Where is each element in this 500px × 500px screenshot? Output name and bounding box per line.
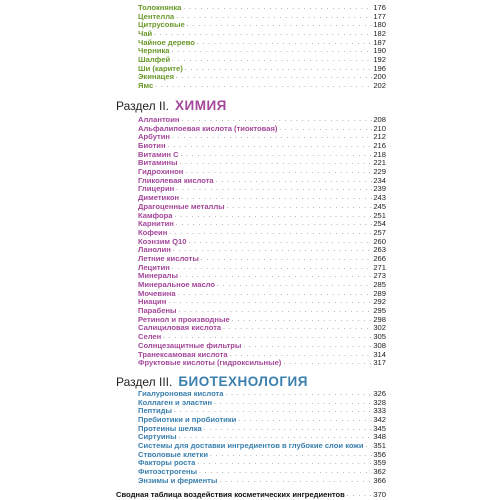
entry-page-number: 208	[373, 114, 386, 124]
leader-dots	[215, 281, 372, 290]
toc-entry[interactable]	[138, 325, 386, 334]
leader-dots	[170, 264, 372, 273]
entry-page-number: 251	[373, 210, 386, 220]
entry-page-number: 218	[373, 149, 386, 159]
entry-title: Ретинол и производные	[138, 314, 230, 324]
leader-dots	[183, 65, 372, 74]
entry-title: Чай	[138, 29, 153, 39]
entry-page-number: 328	[373, 397, 386, 407]
leader-dots	[153, 82, 372, 91]
section3-heading	[116, 374, 308, 389]
entry-title: Коллаген и эластин	[138, 397, 213, 407]
section2-name: ХИМИЯ	[175, 98, 227, 113]
toc-entry[interactable]	[138, 212, 386, 221]
entry-page-number: 362	[373, 467, 386, 477]
section3-name: БИОТЕХНОЛОГИЯ	[178, 374, 308, 389]
entry-title: Ши (карите)	[138, 63, 183, 73]
entry-title: Сиртуины	[138, 432, 177, 442]
entry-page-number: 348	[373, 432, 386, 442]
entry-page-number: 234	[373, 175, 386, 185]
entry-page-number: 239	[373, 184, 386, 194]
entry-title: Минералы	[138, 271, 178, 281]
entry-title: Минеральное масло	[138, 280, 216, 290]
leader-dots	[225, 203, 372, 212]
leader-dots	[166, 298, 372, 307]
toc-entry[interactable]	[138, 133, 386, 142]
entry-title: Фитоэстрогены	[138, 467, 198, 477]
entry-title: Мочевина	[138, 288, 176, 298]
entry-title: Гликолевая кислота	[138, 175, 214, 185]
entry-page-number: 216	[373, 141, 386, 151]
section3-label: Раздел III.	[116, 375, 173, 389]
entry-page-number: 359	[373, 458, 386, 468]
entry-page-number: 200	[373, 72, 386, 82]
entry-page-number: 305	[373, 332, 386, 342]
leader-dots	[202, 425, 372, 434]
leader-dots	[170, 56, 372, 65]
entry-title: Шалфей	[138, 55, 171, 65]
entry-title: Арбутин	[138, 132, 171, 142]
entry-title: Солнцезащитные фильтры	[138, 340, 242, 350]
leader-dots	[236, 416, 372, 425]
leader-dots	[181, 4, 372, 13]
entry-title: Биотин	[138, 141, 166, 151]
leader-dots	[186, 238, 372, 247]
entry-page-number: 326	[373, 388, 386, 398]
entry-page-number: 314	[373, 349, 386, 359]
entry-title: Диметикон	[138, 193, 180, 203]
entry-page-number: 176	[373, 2, 386, 12]
toc-entry[interactable]	[138, 82, 386, 91]
toc-entry[interactable]	[138, 359, 386, 368]
entry-page-number: 212	[373, 132, 386, 142]
entry-title: Пребиотики и пробиотики	[138, 415, 237, 425]
entry-page-number: 351	[373, 441, 386, 451]
entry-title: Стволовые клетки	[138, 449, 208, 459]
entry-page-number: 196	[373, 63, 386, 73]
entry-page-number: 187	[373, 37, 386, 47]
entry-page-number: 271	[373, 262, 386, 272]
entry-page-number: 245	[373, 201, 386, 211]
entry-title: Гиалуроновая кислота	[138, 388, 224, 398]
entry-title: Ниацин	[138, 297, 167, 307]
leader-dots	[170, 133, 372, 142]
entry-page-number: 292	[373, 297, 386, 307]
leader-dots	[166, 142, 372, 151]
entry-title: Экинацея	[138, 72, 175, 82]
entry-page-number: 273	[373, 271, 386, 281]
toc-entry[interactable]	[138, 290, 386, 299]
entry-title: Парабены	[138, 306, 177, 316]
entry-page-number: 356	[373, 449, 386, 459]
entry-page-number: 366	[373, 475, 386, 485]
entry-title: Пептиды	[138, 406, 172, 416]
entry-title: Системы для доставки ингредиентов в глубокие слои кожи	[138, 441, 364, 451]
entry-page-number: 263	[373, 245, 386, 255]
leader-dots	[214, 177, 372, 186]
leader-dots	[277, 125, 372, 134]
entry-page-number: 333	[373, 406, 386, 416]
section2-list	[138, 116, 386, 368]
summary-title: Сводная таблица воздействия косметических ингредиентов	[116, 490, 345, 499]
leader-dots	[185, 21, 372, 30]
leader-dots	[221, 324, 372, 333]
leader-dots	[177, 159, 372, 168]
entry-title: Протеины шелка	[138, 423, 202, 433]
entry-title: Салициловая кислота	[138, 323, 222, 333]
entry-page-number: 229	[373, 167, 386, 177]
entry-title: Энзимы и ферменты	[138, 475, 218, 485]
entry-title: Транексамовая кислота	[138, 349, 228, 359]
entry-page-number: 308	[373, 340, 386, 350]
section2-heading	[116, 98, 227, 113]
leader-dots	[363, 442, 372, 451]
toc-entry[interactable]	[138, 21, 386, 30]
entry-title: Драгоценные металлы	[138, 201, 225, 211]
entry-title: Центелла	[138, 11, 175, 21]
entry-title: Камфора	[138, 210, 173, 220]
toc-entry[interactable]	[138, 39, 386, 48]
leader-dots	[345, 490, 373, 500]
toc-entry[interactable]	[138, 47, 386, 56]
toc-entry[interactable]	[138, 4, 386, 13]
entry-title: Летние кислоты	[138, 253, 199, 263]
entry-title: Кофеин	[138, 227, 168, 237]
leader-dots	[208, 451, 372, 460]
entry-page-number: 202	[373, 81, 386, 91]
entry-page-number: 190	[373, 46, 386, 56]
entry-title: Карнитин	[138, 219, 174, 229]
toc-entry[interactable]	[138, 220, 386, 229]
leader-dots	[176, 290, 372, 299]
leader-dots	[230, 316, 372, 325]
toc-entry[interactable]	[138, 255, 386, 264]
entry-title: Альфалипоевая кислота (тиоктовая)	[138, 123, 278, 133]
entry-title: Ямс	[138, 81, 154, 91]
entry-title: Факторы роста	[138, 458, 196, 468]
entry-title: Черника	[138, 46, 170, 56]
section2-label: Раздел II.	[116, 99, 169, 113]
entry-title: Селен	[138, 332, 162, 342]
entry-title: Гидрохинон	[138, 167, 184, 177]
leader-dots	[241, 342, 372, 351]
entry-page-number: 342	[373, 415, 386, 425]
leader-dots	[195, 39, 372, 48]
leader-dots	[174, 220, 372, 229]
entry-title: Толокнянка	[138, 2, 182, 12]
toc-entry[interactable]	[138, 399, 386, 408]
entry-page-number: 302	[373, 323, 386, 333]
entry-title: Витамин С	[138, 149, 179, 159]
entry-page-number: 192	[373, 55, 386, 65]
entry-page-number: 295	[373, 306, 386, 316]
entry-title: Витамины	[138, 158, 178, 168]
entry-page-number: 243	[373, 193, 386, 203]
entry-title: Аллантоин	[138, 114, 180, 124]
section3-list	[138, 390, 386, 486]
entry-page-number: 180	[373, 20, 386, 30]
entry-title: Глицерин	[138, 184, 175, 194]
entry-page-number: 285	[373, 280, 386, 290]
leader-dots	[179, 151, 372, 160]
entry-page-number: 298	[373, 314, 386, 324]
leader-dots	[217, 477, 372, 486]
leader-dots	[281, 359, 372, 368]
leader-dots	[197, 468, 372, 477]
entry-page-number: 257	[373, 227, 386, 237]
entry-page-number: 221	[373, 158, 386, 168]
leader-dots	[174, 185, 372, 194]
leader-dots	[169, 47, 372, 56]
leader-dots	[173, 212, 372, 221]
entry-page-number: 266	[373, 253, 386, 263]
leader-dots	[212, 399, 372, 408]
entry-page-number: 254	[373, 219, 386, 229]
entry-page-number: 289	[373, 288, 386, 298]
toc-entry[interactable]	[138, 477, 386, 486]
leader-dots	[195, 459, 372, 468]
toc-entry[interactable]	[138, 203, 386, 212]
entry-page-number: 260	[373, 236, 386, 246]
toc-entry[interactable]	[138, 125, 386, 134]
entry-title: Фруктовые кислоты (гидроксильные)	[138, 358, 282, 368]
entry-title: Ланолин	[138, 245, 171, 255]
leader-dots	[174, 73, 372, 82]
entry-title: Чайное дерево	[138, 37, 195, 47]
entry-page-number: 317	[373, 358, 386, 368]
leader-dots	[174, 13, 372, 22]
entry-title: Лецитин	[138, 262, 170, 272]
leader-dots	[171, 246, 372, 255]
toc-entry[interactable]	[138, 65, 386, 74]
leader-dots	[199, 255, 372, 264]
summary-page-number: 370	[373, 490, 386, 499]
entry-title: Коэнзим Q10	[138, 236, 187, 246]
toc-entry[interactable]	[138, 177, 386, 186]
entry-page-number: 345	[373, 423, 386, 433]
summary-table-entry[interactable]	[116, 490, 386, 500]
section1-list	[138, 4, 386, 91]
leader-dots	[167, 229, 372, 238]
entry-page-number: 210	[373, 123, 386, 133]
leader-dots	[224, 390, 373, 399]
entry-page-number: 177	[373, 11, 386, 21]
toc-entry[interactable]	[138, 238, 386, 247]
entry-page-number: 182	[373, 29, 386, 39]
entry-title: Цитрусовые	[138, 20, 185, 30]
toc-entry[interactable]	[138, 74, 386, 83]
